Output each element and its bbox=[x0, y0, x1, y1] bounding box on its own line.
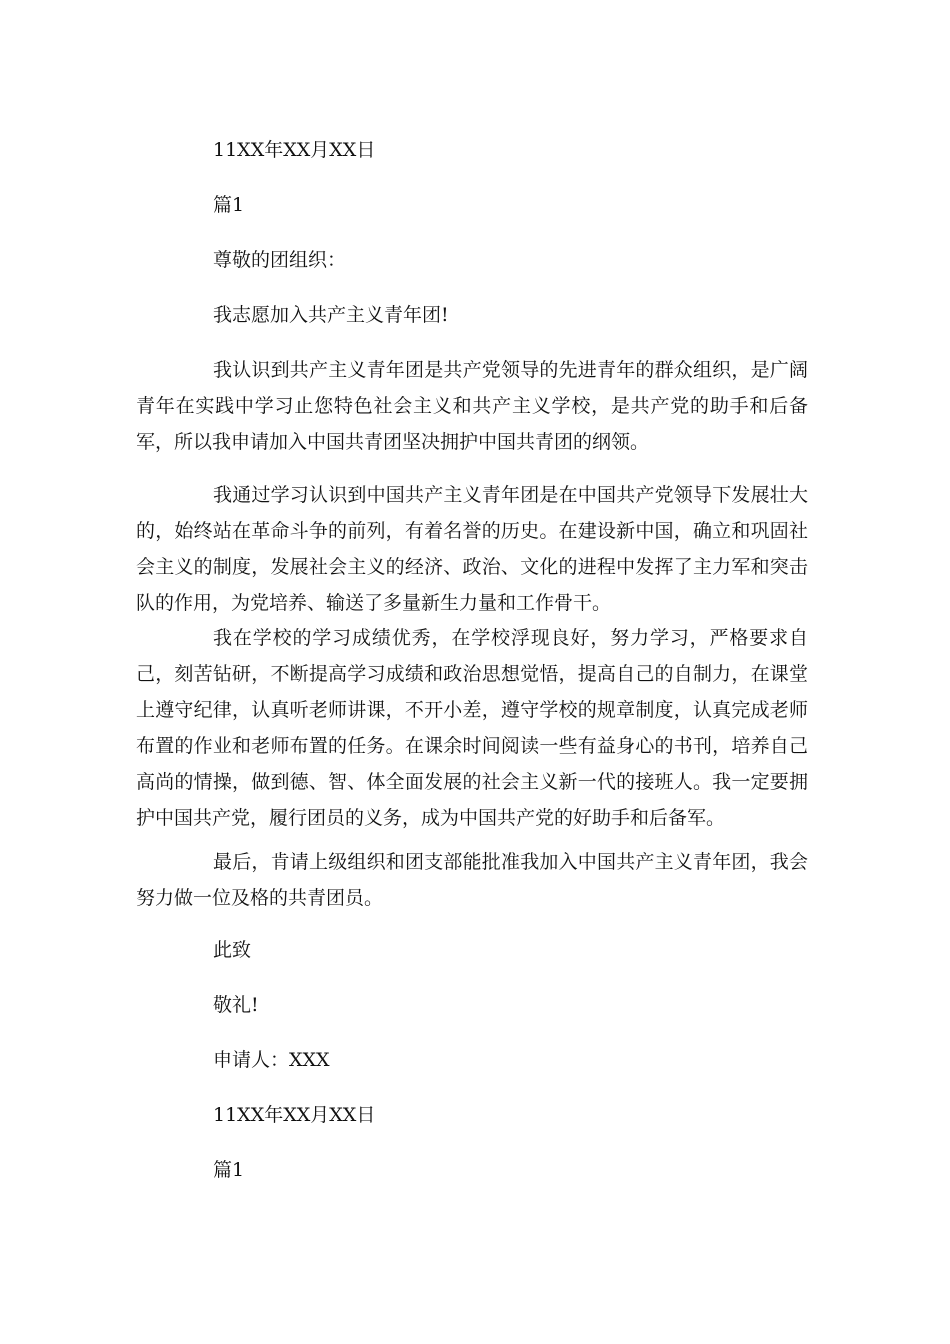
date-top: 11XX年XX月XX日 bbox=[213, 139, 376, 161]
body-paragraph: 我在学校的学习成绩优秀，在学校浮现良好，努力学习，严格要求自己，刻苦钻研，不断提高学习成绩和政治思想觉悟，提高自己的自制力，在课堂上遵守纪律，认真听老师讲课，不开小差，遵守学校的规章制度，认真完成老师布置的作业和老师布置的任务。在课余时间阅读一些有益身心的书刊，培养自己高尚的情操，做到德、智、体全面发展的社会主义新一代的接班人。我一定要拥护中国共产党，履行团员的义务，成为中国共产党的好助手和后备军。 bbox=[136, 627, 808, 829]
date-bottom: 11XX年XX月XX日 bbox=[213, 1104, 376, 1126]
body-paragraph: 最后，肯请上级组织和团支部能批准我加入中国共产主义青年团，我会努力做一位及格的共青团员。 bbox=[136, 851, 808, 909]
part-label: 篇1 bbox=[213, 194, 245, 216]
body-paragraph: 我通过学习认识到中国共产主义青年团是在中国共产党领导下发展壮大的，始终站在革命斗争的前列，有着名誉的历史。在建设新中国，确立和巩固社会主义的制度，发展社会主义的经济、政治、文化的进程中发挥了主力军和突击队的作用，为党培养、输送了多量新生力量和工作骨干。 bbox=[136, 484, 808, 614]
salutation: 尊敬的团组织： bbox=[213, 249, 347, 271]
body-paragraph: 我认识到共产主义青年团是共产党领导的先进青年的群众组织，是广阔青年在实践中学习止您特色社会主义和共产主义学校，是共产党的助手和后备军，所以我申请加入中国共青团坚决拥护中国共青团的纲领。 bbox=[136, 359, 808, 453]
closing-salute: 敬礼! bbox=[213, 994, 259, 1016]
part-label: 篇1 bbox=[213, 1159, 245, 1181]
declaration: 我志愿加入共产主义青年团! bbox=[213, 304, 449, 326]
closing-phrase: 此致 bbox=[213, 939, 252, 961]
applicant-line: 申请人：XXX bbox=[213, 1049, 330, 1071]
